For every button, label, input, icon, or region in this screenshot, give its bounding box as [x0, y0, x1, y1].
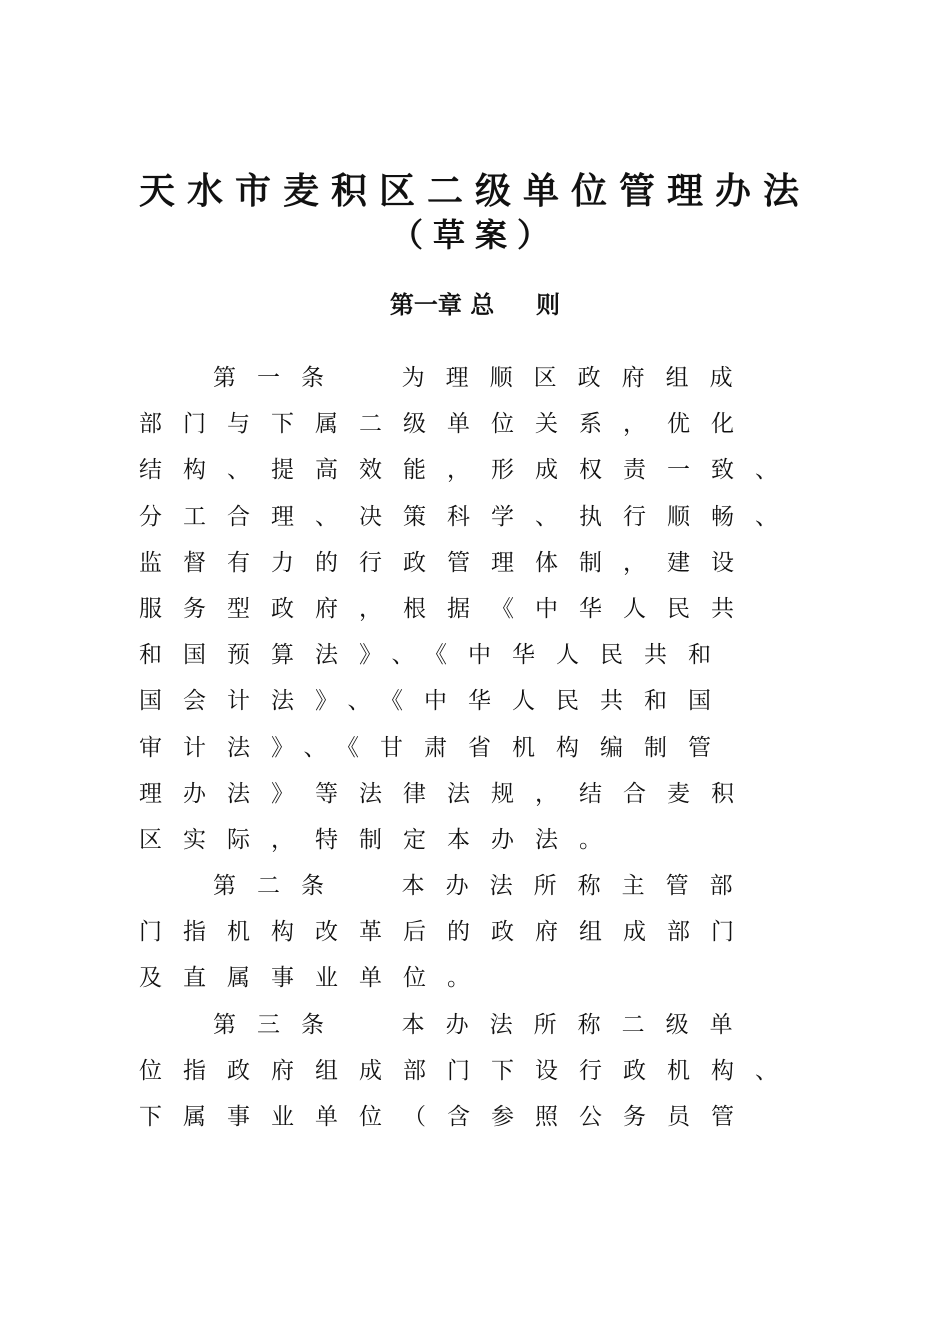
document-line: 监督有力的行政管理体制，建设 — [139, 549, 755, 576]
document-body — [139, 355, 859, 1140]
document-line: 及直属事业单位。 — [139, 965, 491, 992]
document-line: 位指政府组成部门下设行政机构、 — [139, 1057, 799, 1084]
document-title: 天水市麦积区二级单位管理办法 — [138, 170, 811, 212]
document-line: 和国预算法》、《中华人民共和 — [139, 642, 732, 669]
document-subtitle: （草案） — [390, 216, 559, 254]
document-line: 服务型政府，根据《中华人民共 — [139, 595, 755, 622]
document-line: 理办法》等法律法规，结合麦积 — [139, 780, 755, 807]
document-line: 下属事业单位（含参照公务员管 — [139, 1104, 755, 1130]
document-line: 第一条 为理顺区政府组成 — [213, 365, 754, 391]
document-line: 国会计法》、《中华人民共和国 — [139, 688, 732, 715]
document-line: 分工合理、决策科学、执行顺畅、 — [139, 503, 799, 530]
chapter-heading: 第一章 总 则 — [389, 290, 561, 319]
document-line: 区实际，特制定本办法。 — [139, 826, 623, 853]
document-line: 第三条 本办法所称二级单 — [213, 1011, 754, 1038]
document-line: 审计法》、《甘肃省机构编制管 — [139, 734, 732, 761]
document-line: 第二条 本办法所称主管部 — [213, 873, 754, 900]
document-line: 门指机构改革后的政府组成部门 — [139, 919, 755, 946]
document-line: 结构、提高效能，形成权责一致、 — [139, 457, 799, 484]
document-line: 部门与下属二级单位关系，优化 — [139, 411, 755, 438]
